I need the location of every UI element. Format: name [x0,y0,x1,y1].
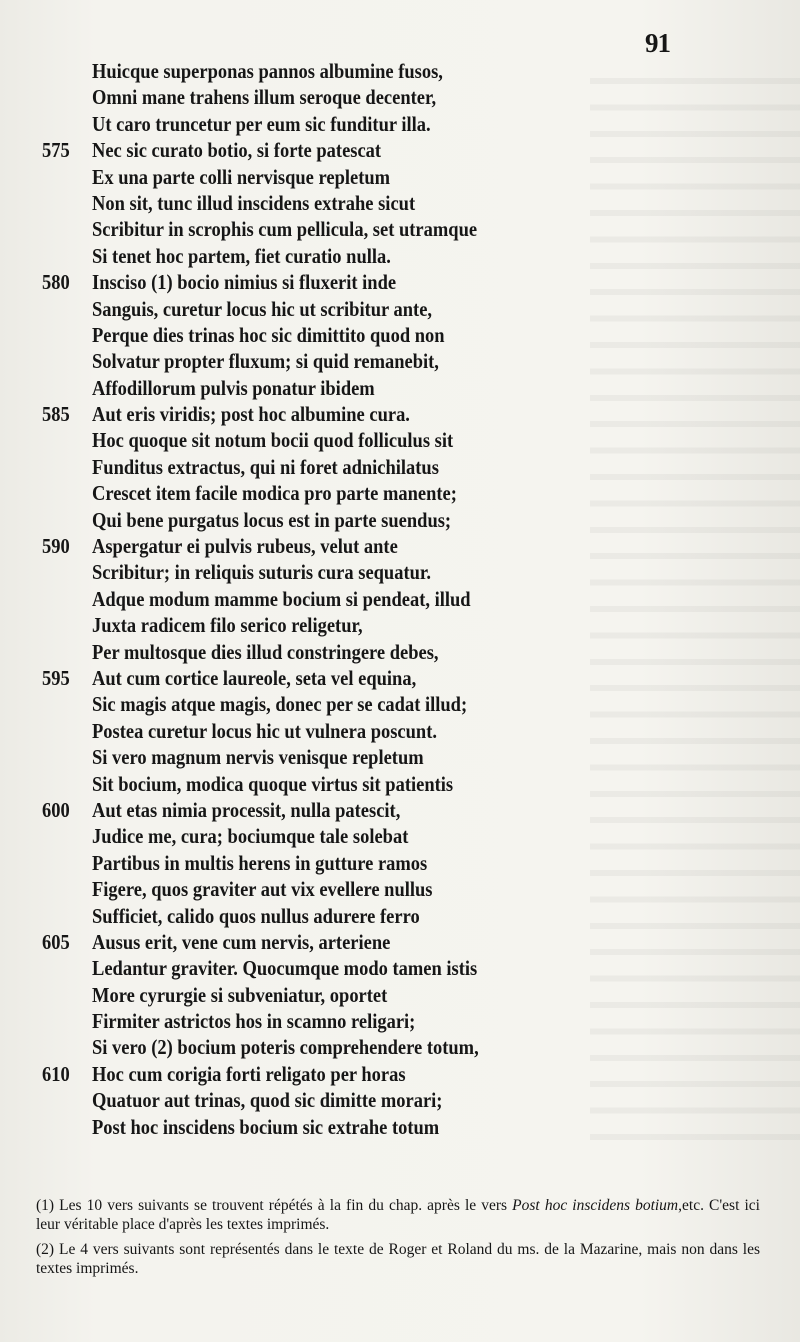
verse-text: Solvatur propter fluxum; si quid remanebit, [92,349,439,374]
verse-text: Post hoc inscidens bocium sic extrahe totum [92,1114,440,1139]
verse-line [0,1034,800,1060]
verse-text: Adque modum mamme bocium si pendeat, illud [92,586,471,611]
verse-line [0,375,800,401]
verse-text: Affodillorum pulvis ponatur ibidem [92,375,375,400]
page-number: 91 [645,28,670,58]
verse-line [0,111,800,137]
verse-text: Sufficiet, calido quos nullus adurere ferro [92,903,420,928]
verse-text: Huicque superponas pannos albumine fusos, [92,59,443,83]
verse-line [0,84,800,110]
footnote [36,1196,760,1234]
verse-line [0,612,800,638]
verse-line [0,454,800,480]
verse-line [0,137,800,163]
verse-line [0,296,800,322]
verse-line [0,164,800,190]
verse-line [0,797,800,823]
verse-text: Hoc quoque sit notum bocii quod folliculus sit [92,428,454,453]
verse-number: 605 [42,929,70,954]
verse-line [0,903,800,929]
verse-line [0,744,800,770]
verse-text: Nec sic curato botio, si forte patescat [92,138,382,163]
footnote [36,1240,760,1278]
verse-number: 600 [42,797,70,822]
verse-line [0,216,800,242]
verse-line [0,639,800,665]
verse-text: Si tenet hoc partem, fiet curatio nulla. [92,243,391,268]
verse-text: Juxta radicem filo serico religetur, [92,613,363,638]
verse-line [0,58,800,84]
verse-text: Aut eris viridis; post hoc albumine cura. [92,402,410,427]
verse-text: Qui bene purgatus locus est in parte suendus; [92,507,452,532]
verse-line [0,876,800,902]
verse-text: Ut caro truncetur per eum sic funditur illa. [92,111,431,136]
verse-text: More cyrurgie si subveniatur, oportet [92,982,388,1007]
verse-number: 595 [42,665,70,690]
verse-line [0,771,800,797]
verse-text: Hoc cum corigia forti religato per horas [92,1061,406,1086]
verse-line [0,929,800,955]
verse-text: Aut etas nimia processit, nulla patescit, [92,797,401,822]
verse-line [0,955,800,981]
verse-text: Partibus in multis herens in gutture ramos [92,850,428,875]
verse-line [0,691,800,717]
verse-number: 590 [42,534,70,559]
verse-number: 585 [42,402,70,427]
verse-line [0,559,800,585]
verse-number: 610 [42,1061,70,1086]
verse-text: Omni mane trahens illum seroque decenter, [92,85,437,110]
footnote-mark: (1) [36,1197,55,1214]
verse-text: Ausus erit, vene cum nervis, arteriene [92,929,391,954]
verse-line [0,190,800,216]
verse-text: Funditus extractus, qui ni foret adnichilatus [92,454,439,479]
verse-text: Ex una parte colli nervisque repletum [92,164,391,189]
verse-text: Scribitur; in reliquis suturis cura sequatur. [92,560,432,585]
footnote-text: Les 10 vers suivants se trouvent répétés à la fin du chap. après le vers [54,1197,513,1214]
verse-text: Non sit, tunc illud inscidens extrahe sicut [92,190,416,215]
verse-text: Sit bocium, modica quoque virtus sit patientis [92,771,454,796]
footnotes [36,1196,760,1284]
verse-line [0,823,800,849]
verse-text: Aspergatur ei pulvis rubeus, velut ante [92,534,398,559]
verse-text: Sic magis atque magis, donec per se cadat illud; [92,692,468,717]
verse-line [0,480,800,506]
verse-line [0,1008,800,1034]
verse-text: Si vero magnum nervis venisque repletum [92,745,424,770]
verse-text: Figere, quos graviter aut vix evellere nullus [92,877,433,902]
verse-text: Firmiter astrictos hos in scamno religari; [92,1009,416,1034]
verse-text: Aut cum cortice laureole, seta vel equina, [92,665,417,690]
verse-text: Scribitur in scrophis cum pellicula, set utramque [92,217,478,242]
verse-line [0,665,800,691]
verse-block [0,58,800,1140]
verse-number: 575 [42,138,70,163]
verse-line [0,269,800,295]
verse-line [0,533,800,559]
verse-line [0,1061,800,1087]
verse-text: Sanguis, curetur locus hic ut scribitur ante, [92,296,433,321]
verse-line [0,348,800,374]
footnote-text-continued: ,etc. C'est ici leur véritable place d'après les textes imprimés. [36,1197,760,1233]
verse-line [0,427,800,453]
verse-text: Perque dies trinas hoc sic dimittito quod non [92,322,445,347]
verse-line [0,507,800,533]
verse-line [0,586,800,612]
verse-line [0,243,800,269]
footnote-text: Le 4 vers suivants sont représentés dans le texte de Roger et Roland du ms. de la Mazarine, mais non dans les textes imprimés. [36,1241,760,1277]
verse-text: Ledantur graviter. Quocumque modo tamen istis [92,956,478,981]
verse-text: Si vero (2) bocium poteris comprehendere totum, [92,1035,479,1060]
verse-line [0,982,800,1008]
verse-text: Crescet item facile modica pro parte manente; [92,481,457,506]
verse-text: Insciso (1) bocio nimius si fluxerit inde [92,270,397,295]
verse-text: Per multosque dies illud constringere debes, [92,639,439,664]
verse-line [0,1087,800,1113]
verse-line [0,718,800,744]
verse-line [0,850,800,876]
footnote-italic-citation: Post hoc inscidens botium [512,1197,679,1214]
footnote-mark: (2) [36,1241,55,1258]
verse-line [0,401,800,427]
verse-text: Judice me, cura; bociumque tale solebat [92,824,409,849]
verse-line [0,1114,800,1140]
verse-text: Quatuor aut trinas, quod sic dimitte morari; [92,1088,443,1113]
verse-number: 580 [42,270,70,295]
verse-text: Postea curetur locus hic ut vulnera poscunt. [92,718,437,743]
verse-line [0,322,800,348]
